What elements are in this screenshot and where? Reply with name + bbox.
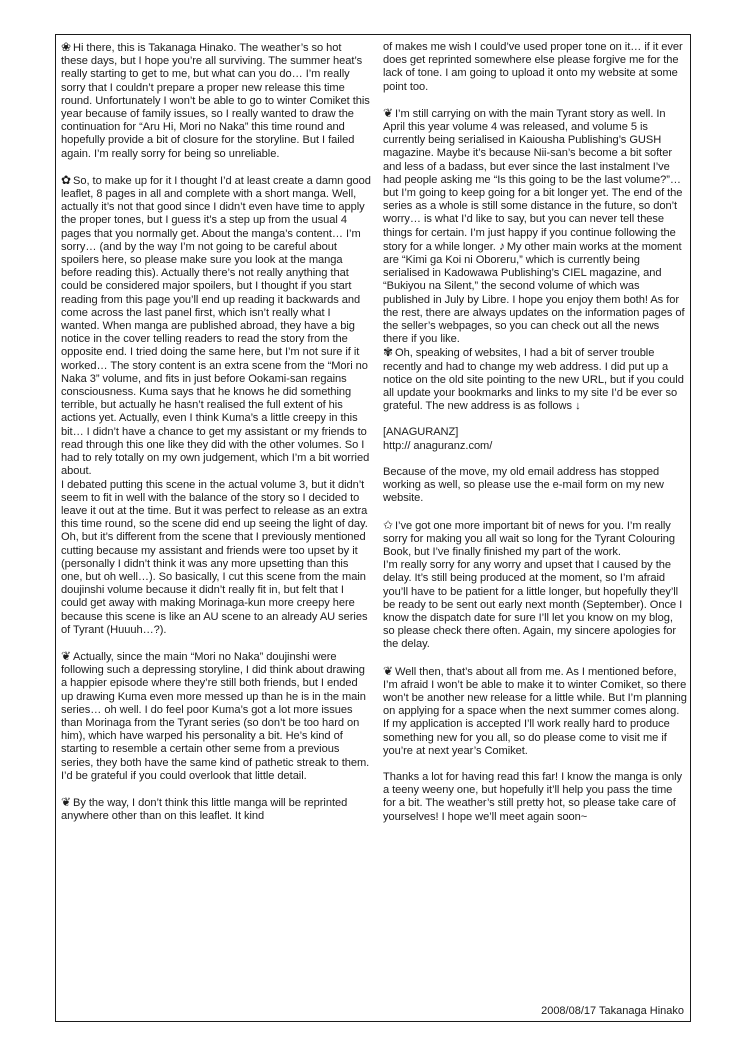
flower-icon: ✿	[61, 172, 72, 187]
paragraph-text: of makes me wish I could’ve used proper tone on it… if it ever does get reprinted somewhere else please forgive me for the lack of tone. I am going to upload it onto my website at some point too.	[383, 41, 683, 93]
site-name: [ANAGURANZ]	[383, 426, 459, 439]
leaf-icon: ❦	[383, 663, 394, 678]
music-note-icon: ♪	[498, 238, 505, 253]
paragraph-email	[383, 466, 687, 506]
star-icon: ✩	[383, 517, 394, 532]
paragraph-text: I’ve got one more important bit of news for you. I’m really sorry for making you all wait so long for the Tyrant Colouring Book, but I’ve finally finished my part of the work.	[383, 519, 676, 558]
paragraph-text: I’m still carrying on with the main Tyrant story as well. In April this year volume 4 was released, and volume 5 is currently being serialised in Kaiousha Publishing’s GUSH magazine. Maybe it’s because Nii-san’s become a bit softer and less of a badass, but ever since the last instalment I’ve had people asking me “Is this going to be the last volume?”… but I’m going to keep going for a bit longer yet. The end of the series as a whole is still some distance in the future, so don’t worry… is what I’d like to say, but you can never tell these things for certain. I’m just happy if you continue following the story for a while longer.	[383, 107, 683, 253]
paragraph-comiket	[383, 665, 687, 758]
paragraph-leaflet	[61, 174, 371, 479]
paragraph-text: I’m really sorry for any worry and upset that I caused by the delay. It’s still being produced at the moment, so I’m afraid you’ll have to be patient for a little longer, but hopefully they’ll be ready to be sent out early next month (September). Once I know the dispatch date for sure I’ll let you know on my blog, so please check there often. Again, my sincere apologies for the delay.	[383, 559, 683, 651]
paragraph-reprint-continued	[383, 41, 687, 94]
paragraph-text: Thanks a lot for having read this far! I know the manga is only a teeny weeny one, but hopefully it’ll help you pass the time for a bit. The weather’s still pretty hot, so please take care of yourselves! I hope we’ll meet again soon~	[383, 770, 683, 823]
paragraph-text: Hi there, this is Takanaga Hinako. The weather’s so hot these days, but I hope you’re all surviving. The summer heat’s really starting to get to me, but what can you do… I’m really sorry that I couldn’t prepare a proper new release this time round. Unfortunately I won’t be able to go to winter Comiket this year because of family issues, so I really wanted to draw the continuation for “Aru Hi, Mori no Naka” this time round and hopefully provide a bit of closure for the storyline. But I failed again. I’m really sorry for being so unreliable.	[61, 42, 370, 160]
leaf-icon: ❦	[383, 105, 394, 120]
right-column	[383, 41, 687, 837]
paragraph-tyrant	[383, 107, 687, 347]
down-arrow-icon: ↓	[575, 400, 581, 413]
site-url[interactable]: http:// anaguranz.com/	[383, 439, 493, 452]
paragraph-colouring-book	[383, 519, 687, 560]
paragraph-greeting	[61, 41, 371, 161]
paragraph-text: My other main works at the moment are “Kimi ga Koi ni Oboreru,” which is currently being serialised in Kadowawa Publishing’s CIEL magazine, and “Bukiyou na Silent,” the second volume of which was published in July by Libre. I hope you enjoy them both! As for the rest, there are always updates on the information pages of the seller’s webpages, so you can check out all the news there if you like.	[383, 240, 685, 346]
flower-icon: ❀	[61, 40, 72, 54]
paragraph-website	[383, 346, 687, 413]
paragraph-text: Oh, speaking of websites, I had a bit of server trouble recently and had to change my web address. I did put up a notice on the old site pointing to the new URL, but if you could all update your bookmarks and links to my site I’d be ever so grateful. The new address is as follows	[383, 347, 684, 413]
signature: 2008/08/17 Takanaga Hinako	[541, 1005, 684, 1017]
left-column	[61, 41, 371, 823]
paragraph-text: I debated putting this scene in the actual volume 3, but it didn’t seem to fit in well with the balance of the story so I decided to leave it out at the time. But it was perfect to release as an extra this time round, so the scene did end up seeing the light of day. Oh, but it’s different from the scene that I previously mentioned cutting because my assistant and friends were too upset by it (personally I didn’t think it was any more upsetting than this one, but oh well…). So basically, I cut this scene from the main doujinshi volume because it didn’t really fit in, but felt that I could get away with making Morinaga-kun more creepy here because this scene is like an AU scene to an already AU series of Tyrant (Huuuh…?).	[61, 478, 368, 636]
site-address	[383, 426, 687, 452]
paragraph-text: Actually, since the main “Mori no Naka” doujinshi were following such a depressing storyline, I did think about drawing a happier episode where they’re still both friends, but I ended up drawing Kuma even more messed up than he is in the main series… oh well. I do feel poor Kuma’s got a lot more issues than Morinaga from the Tyrant series (so don’t be too hard on him), which have warped his personality a bit. He’s kind of starting to resemble a certain other seme from a previous series, they both have the same kind of pathetic streak to them. I’d be grateful if you could overlook that little detail.	[61, 650, 370, 782]
paragraph-text: Well then, that’s about all from me. As I mentioned before, I’m afraid I won’t be able to make it to winter Comiket, so there won’t be another new release for a little while. But I’m planning on applying for a space when the next summer comes along. If my application is accepted I’ll work really hard to produce something new for you all, so do please come to visit me if you’re at next year’s Comiket.	[383, 665, 687, 757]
paragraph-delay	[383, 559, 687, 651]
flower-icon: ✾	[383, 345, 394, 360]
paragraph-kuma	[61, 650, 371, 783]
paragraph-text: Because of the move, my old email address has stopped working as well, so please use the e-mail form on my new website.	[383, 465, 664, 505]
page-frame	[55, 34, 691, 1022]
paragraph-scene	[61, 479, 371, 637]
leaf-icon: ❦	[61, 648, 72, 663]
paragraph-reprint	[61, 796, 371, 823]
leaf-icon: ❦	[61, 794, 72, 809]
paragraph-text: So, to make up for it I thought I’d at least create a damn good leaflet, 8 pages in all and complete with a short manga. Well, actually it’s not that good since I didn’t even have time to apply the proper tones, but I guess it’s a step up from the usual 4 pages that you normally get. About the manga’s content… I’m sorry… (and by the way I’m not going to be careful about spoilers here, so please make sure you look at the manga before reading this). Actually there’s not really anything that could be considered major spoilers, but I thought if you start reading from this page you’ll end up reading it backwards and come across the last panel first, which isn’t really what I wanted. When manga are published abroad, they have a big notice in the cover telling readers to read the story from the opposite end. I tried doing the same here, but I’m not sure if it worked… The story content is an extra scene from the “Mori no Naka 3” volume, and fits in just before Ookami-san regains consciousness. Kuma says that he knows he did something terrible, but actually he hasn’t realised the full extent of his actions yet. Actually, even I think Kuma’s a little creepy in this bit… I didn’t have a chance to get my assistant or my friends to read through this one like they did with the other volumes. So I had to rely totally on my own judgement, which I’m a bit worried about.	[61, 174, 371, 478]
paragraph-thanks	[383, 771, 687, 824]
paragraph-text: By the way, I don’t think this little manga will be reprinted anywhere other than on this leaflet. It kind	[61, 796, 348, 823]
